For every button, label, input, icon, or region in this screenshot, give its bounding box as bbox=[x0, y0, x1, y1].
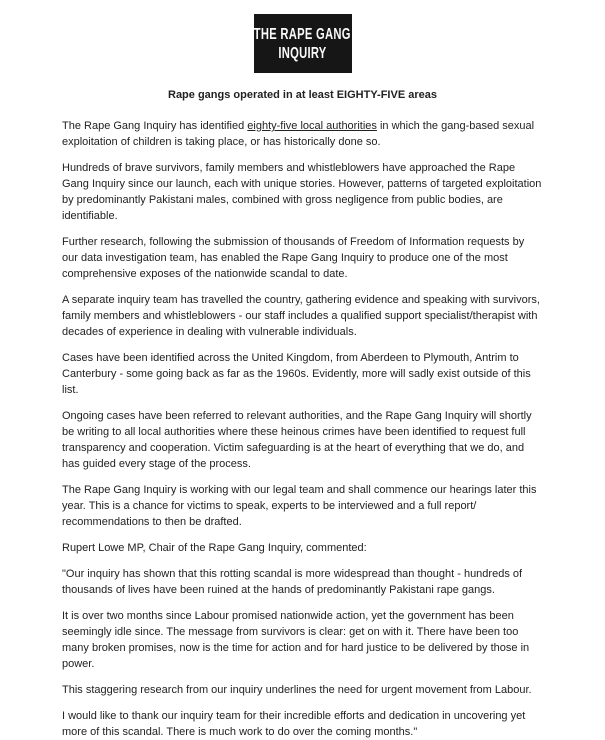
body-text-column bbox=[62, 118, 543, 740]
quote-paragraph: This staggering research from our inquiry underlines the need for urgent movement from Labour. bbox=[62, 684, 532, 696]
rape-gang-inquiry-logo bbox=[254, 14, 352, 73]
underlined-phrase: eighty-five local authorities bbox=[247, 120, 377, 132]
body-paragraph: The Rape Gang Inquiry is working with our legal team and shall commence our hearings later this year. This is a chance for victims to speak, experts to be interviewed and a full report/ recommendations to then be drafted. bbox=[62, 484, 537, 528]
body-paragraph: Cases have been identified across the United Kingdom, from Aberdeen to Plymouth, Antrim to Canterbury - some going back as far as the 1960s. Evidently, more will sadly exist outside of this list. bbox=[62, 352, 531, 396]
press-release-page bbox=[0, 14, 605, 738]
body-paragraph: Hundreds of brave survivors, family members and whistleblowers have approached the Rape Gang Inquiry since our launch, each with unique stories. However, patterns of targeted exploitation by predominantly Pakistani males, combined with gross negligence from public bodies, are identifiable. bbox=[62, 162, 542, 222]
attribution-paragraph: Rupert Lowe MP, Chair of the Rape Gang Inquiry, commented: bbox=[62, 542, 367, 554]
body-paragraph: Ongoing cases have been referred to relevant authorities, and the Rape Gang Inquiry will shortly be writing to all local authorities where these heinous crimes have been identified to request full transparency and cooperation. Victim safeguarding is at the heart of everything that we do, and has guided every stage of the process. bbox=[62, 410, 532, 470]
intro-text-before: The Rape Gang Inquiry has identified bbox=[62, 120, 248, 132]
logo-line-1: THE RAPE GANG bbox=[254, 25, 351, 43]
body-paragraph: A separate inquiry team has travelled the country, gathering evidence and speaking with survivors, family members and whistleblowers - our staff includes a qualified support specialist/therapist with decades of experience in dealing with vulnerable individuals. bbox=[62, 294, 540, 338]
intro-paragraph bbox=[62, 118, 543, 150]
body-paragraph: Further research, following the submission of thousands of Freedom of Information requests by our data investigation team, has enabled the Rape Gang Inquiry to produce one of the most comprehensive exposes of the nationwide scandal to date. bbox=[62, 236, 525, 280]
intro-text-after: in which the gang-based sexual exploitation of children is taking place, or has historically done so. bbox=[62, 120, 535, 148]
logo-line-2: INQUIRY bbox=[278, 44, 327, 62]
quote-paragraph: It is over two months since Labour promised nationwide action, yet the government has been seemingly idle since. The message from survivors is clear: get on with it. There have been too many broken promises, now is the time for action and for hard justice to be delivered by those in power. bbox=[62, 610, 530, 670]
quote-paragraph: "Our inquiry has shown that this rotting scandal is more widespread than thought - hundreds of thousands of lives have been ruined at the hands of predominantly Pakistani rape gangs. bbox=[62, 568, 523, 596]
headline: Rape gangs operated in at least EIGHTY-FIVE areas bbox=[168, 89, 437, 101]
quote-paragraph: I would like to thank our inquiry team for their incredible efforts and dedication in uncovering yet more of this scandal. There is much work to do over the coming months." bbox=[62, 710, 526, 738]
